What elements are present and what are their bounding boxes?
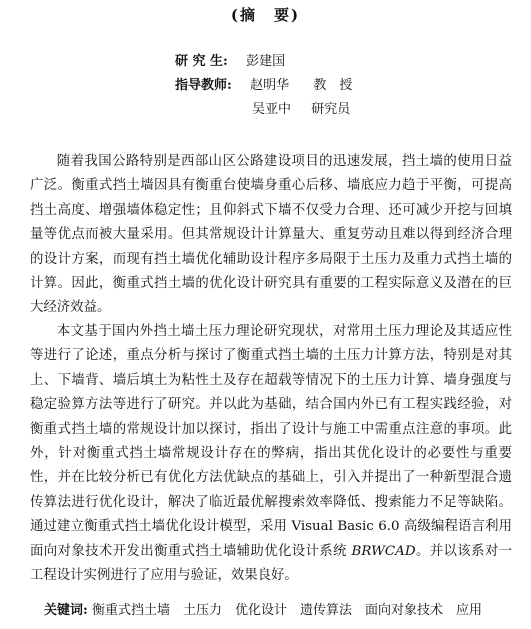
advisor-label: 指导教师: (175, 78, 232, 93)
student-name: 彭建国 (246, 54, 286, 69)
abstract-paragraph-1: 随着我国公路特别是西部山区公路建设项目的迅速发展，挡土墙的使用日益广泛。衡重式挡土墙因具有衡重台使墙身重心后移、墙底应力趋于平衡，可提高挡土高度、增强墙体稳定性；且仰斜式下墙不仅受力合理、还可减少开挖与回填量等优点而被大量采用。但其常规设计计算量大、重复劳动且难以得到经济合理的设计方案，而现有挡土墙优化辅助设计程序多局限于土压力及重力式挡土墙的计算。因此，衡重式挡土墙的优化设计研究具有重要的工程实际意义及潜在的巨大经济效益。 (30, 154, 512, 316)
student-row (175, 53, 285, 70)
advisor2-title: 研究员 (311, 102, 351, 117)
software-name: BRWCAD (351, 543, 416, 559)
paragraph-2-end: 。并以该系对一工程设计实例进行了应用与验证，效果良好。 (30, 543, 512, 584)
keywords-text: 衡重式挡土墙 土压力 优化设计 遗传算法 面向对象技术 应用 (91, 603, 482, 618)
advisor1-name: 赵明华 (250, 78, 290, 93)
advisor1-title: 教 授 (313, 78, 353, 93)
student-label: 研 究 生: (175, 54, 228, 69)
advisor-row-2 (252, 101, 350, 118)
paragraph-2-text: 本文基于国内外挡土墙土压力理论研究现状，对常用土压力理论及其适应性等进行了论述，重点分析与探讨了衡重式挡土墙的土压力计算方法，特别是对其上、下墙背、墙后填土为粘性土及存在超载等情况下的土压力计算、墙身强度与稳定验算方法等进行了研究。并以此为基础，结合国内外已有工程实践经验，对衡重式挡土墙的常规设计加以探讨，指出了设计与施工中需重点注意的事项。此外，针对衡重式挡土墙常规设计存在的弊病，指出其优化设计的必要性与重要性，并在比较分析已有优化方法优缺点的基础上，引入并提出了一种新型混合遗传算法进行优化设计，解决了临近最优解搜索效率降低、搜索能力不足等缺陷。通过建立衡重式挡土墙优化设计模型，采用 Visual Basic 6.0 高级编程语言利用面向对象技术开发出衡重式挡土墙辅助优化设计系统 (30, 324, 512, 559)
advisor2-name: 吴亚中 (252, 102, 292, 117)
abstract-paragraph-2 (30, 320, 512, 588)
advisor-row-1 (175, 77, 352, 94)
keywords-label: 关键词: (44, 603, 88, 618)
keywords-line (44, 599, 482, 618)
abstract-title: (摘 要) (230, 6, 301, 24)
